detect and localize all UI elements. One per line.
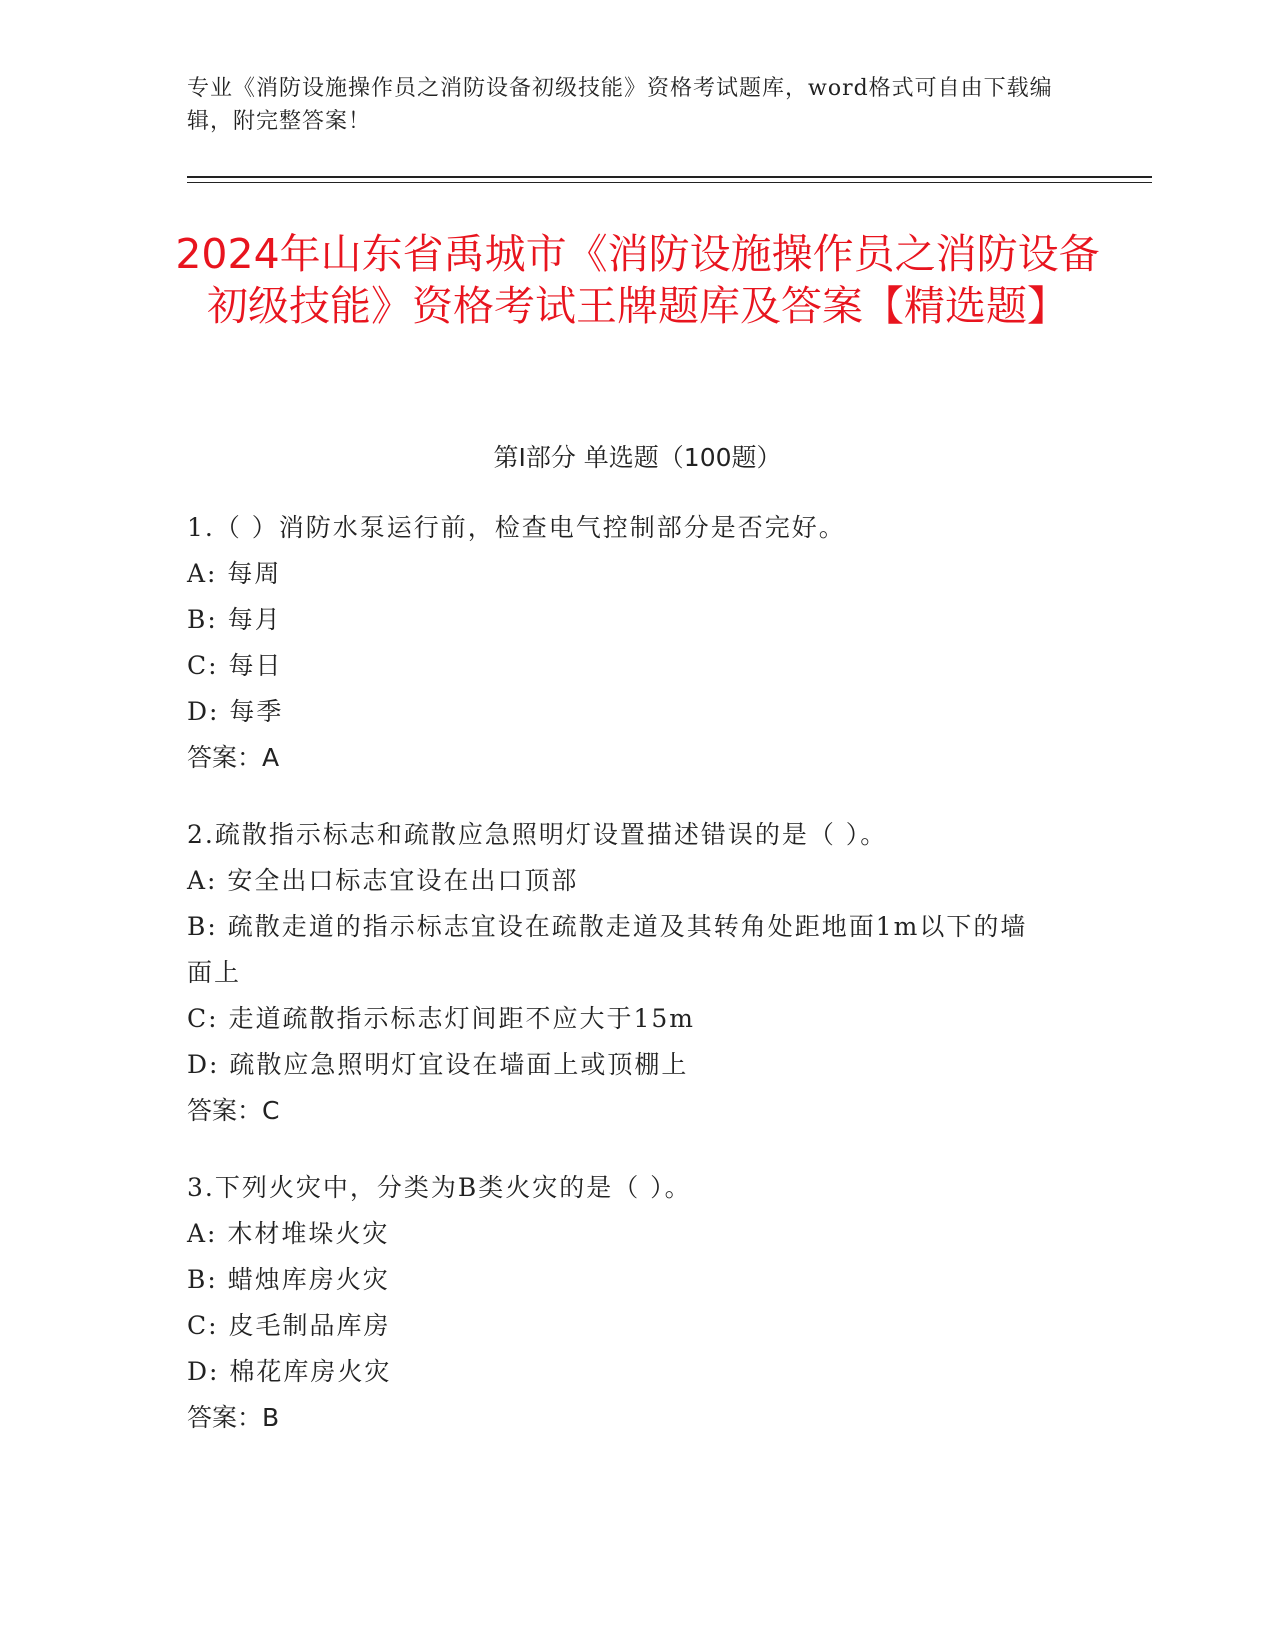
- section-title: 第Ⅰ部分 单选题（100题）: [493, 443, 782, 472]
- header-rule-thin: [187, 182, 1152, 183]
- question-stem: 1.（ ）消防水泵运行前，检查电气控制部分是否完好。: [187, 513, 846, 542]
- option-c: C: 皮毛制品库房: [187, 1311, 391, 1340]
- option-a: A: 木材堆垛火灾: [187, 1219, 390, 1248]
- question-1: [187, 505, 1067, 781]
- option-d: D: 每季: [187, 697, 284, 726]
- option-b: B: 蜡烛库房火灾: [187, 1265, 390, 1294]
- header-rule-thick: [187, 176, 1152, 178]
- question-stem: 3.下列火灾中，分类为B类火灾的是（ ）。: [187, 1173, 692, 1202]
- option-d: D: 疏散应急照明灯宜设在墙面上或顶棚上: [187, 1050, 689, 1079]
- document-title: 2024年山东省禹城市《消防设施操作员之消防设备初级技能》资格考试王牌题库及答案【精选题】: [175, 230, 1100, 330]
- question-2: [187, 812, 1067, 1134]
- option-b: B: 每月: [187, 605, 282, 634]
- question-stem: 2.疏散指示标志和疏散应急照明灯设置描述错误的是（ ）。: [187, 820, 888, 849]
- header-note: 专业《消防设施操作员之消防设备初级技能》资格考试题库，word格式可自由下载编辑，附完整答案！: [187, 76, 1053, 134]
- question-3: [187, 1165, 1067, 1441]
- option-c: C: 走道疏散指示标志灯间距不应大于15m: [187, 1004, 696, 1033]
- option-d: D: 棉花库房火灾: [187, 1357, 392, 1386]
- option-c: C: 每日: [187, 651, 283, 680]
- option-a: A: 每周: [187, 559, 282, 588]
- answer: 答案：A: [187, 743, 280, 772]
- answer: 答案：C: [187, 1096, 280, 1125]
- answer: 答案：B: [187, 1403, 280, 1432]
- option-b: B: 疏散走道的指示标志宜设在疏散走道及其转角处距地面1m以下的墙面上: [187, 912, 1028, 987]
- option-a: A: 安全出口标志宜设在出口顶部: [187, 866, 579, 895]
